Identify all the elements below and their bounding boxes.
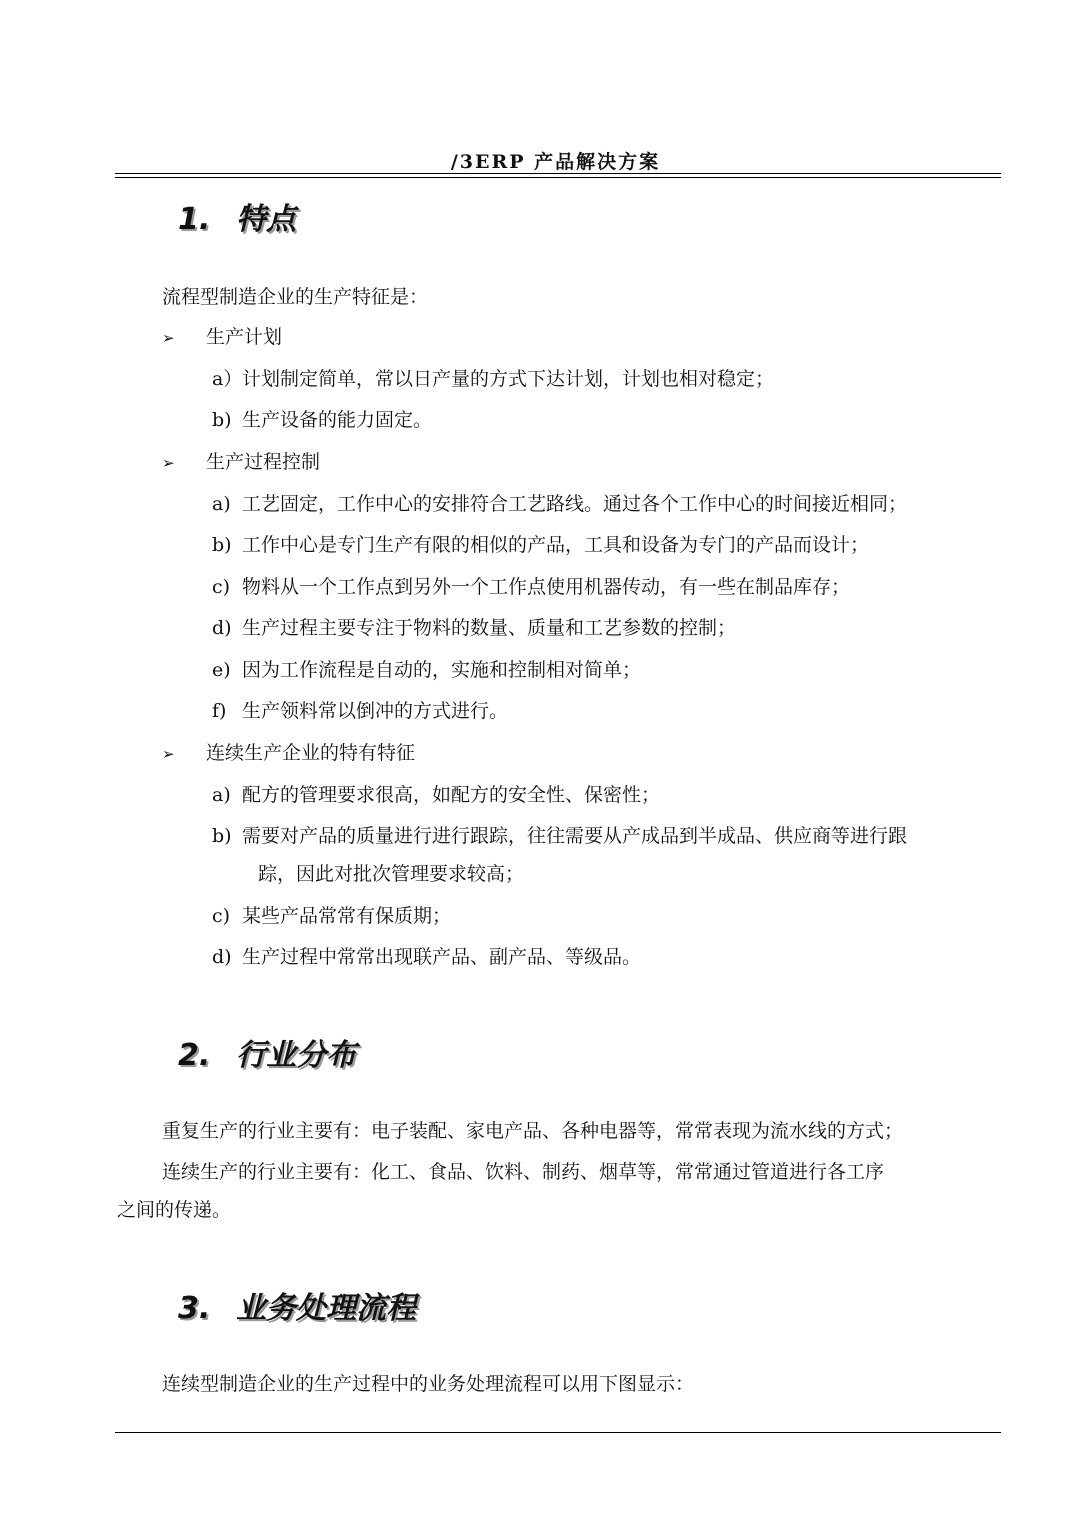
bullet-process-control [162,449,320,476]
header-rule-bottom [115,177,1001,178]
arrow-bullet-icon: ➢ [162,329,175,347]
list-item: b) 生产设备的能力固定。 [212,409,433,431]
list-item: b) 工作中心是专门生产有限的相似的产品，工具和设备为专门的产品而设计； [212,534,870,556]
list-item: e) 因为工作流程是自动的，实施和控制相对简单； [212,659,642,681]
section-1-title: 特点 [236,202,296,237]
bullet-label: 生产计划 [206,326,283,348]
list-item-continuation: 踪，因此对批次管理要求较高； [258,863,525,885]
arrow-bullet-icon: ➢ [162,454,175,472]
arrow-bullet-icon: ➢ [162,745,175,763]
section-3-title: 业务处理流程 [236,1291,416,1326]
bullet-label: 生产过程控制 [206,451,321,473]
list-item: d) 生产过程中常常出现联产品、副产品、等级品。 [212,946,642,968]
section-2-heading [178,1030,356,1074]
section-2-paragraph: 连续生产的行业主要有：化工、食品、饮料、制药、烟草等，常常通过管道进行各工序 [162,1161,885,1183]
list-item: a）计划制定简单，常以日产量的方式下达计划，计划也相对稳定； [212,368,775,390]
list-item: a) 配方的管理要求很高，如配方的安全性、保密性； [212,784,661,806]
bullet-production-plan [162,324,282,351]
section-3-paragraph: 连续型制造企业的生产过程中的业务处理流程可以用下图显示： [162,1373,695,1395]
section-2-number: 2. [178,1038,211,1073]
list-item: c) 物料从一个工作点到另外一个工作点使用机器传动，有一些在制品库存； [212,576,851,598]
footer-rule [115,1432,1001,1433]
page-header-title: /3ERP 产品解决方案 [450,151,661,173]
bullet-label: 连续生产企业的特有特征 [206,742,416,764]
section-1-number: 1. [178,202,211,237]
list-item: f) 生产领料常以倒冲的方式进行。 [212,700,509,722]
list-item: d) 生产过程主要专注于物料的数量、质量和工艺参数的控制； [212,617,737,639]
list-item: b) 需要对产品的质量进行进行跟踪，往往需要从产成品到半成品、供应商等进行跟 [212,825,908,847]
bullet-continuous-features [162,740,415,767]
list-item: c) 某些产品常常有保质期； [212,905,452,927]
section-3-number: 3. [178,1291,211,1326]
section-3-heading [178,1283,416,1327]
list-item: a) 工艺固定，工作中心的安排符合工艺路线。通过各个工作中心的时间接近相同； [212,493,908,515]
section-1-heading [178,194,296,238]
section-1-intro: 流程型制造企业的生产特征是： [162,286,429,308]
section-2-paragraph-continuation: 之间的传递。 [117,1199,232,1221]
section-2-title: 行业分布 [236,1038,356,1073]
header-rule-top [115,173,1001,174]
section-2-paragraph: 重复生产的行业主要有：电子装配、家电产品、各种电器等，常常表现为流水线的方式； [162,1120,904,1142]
